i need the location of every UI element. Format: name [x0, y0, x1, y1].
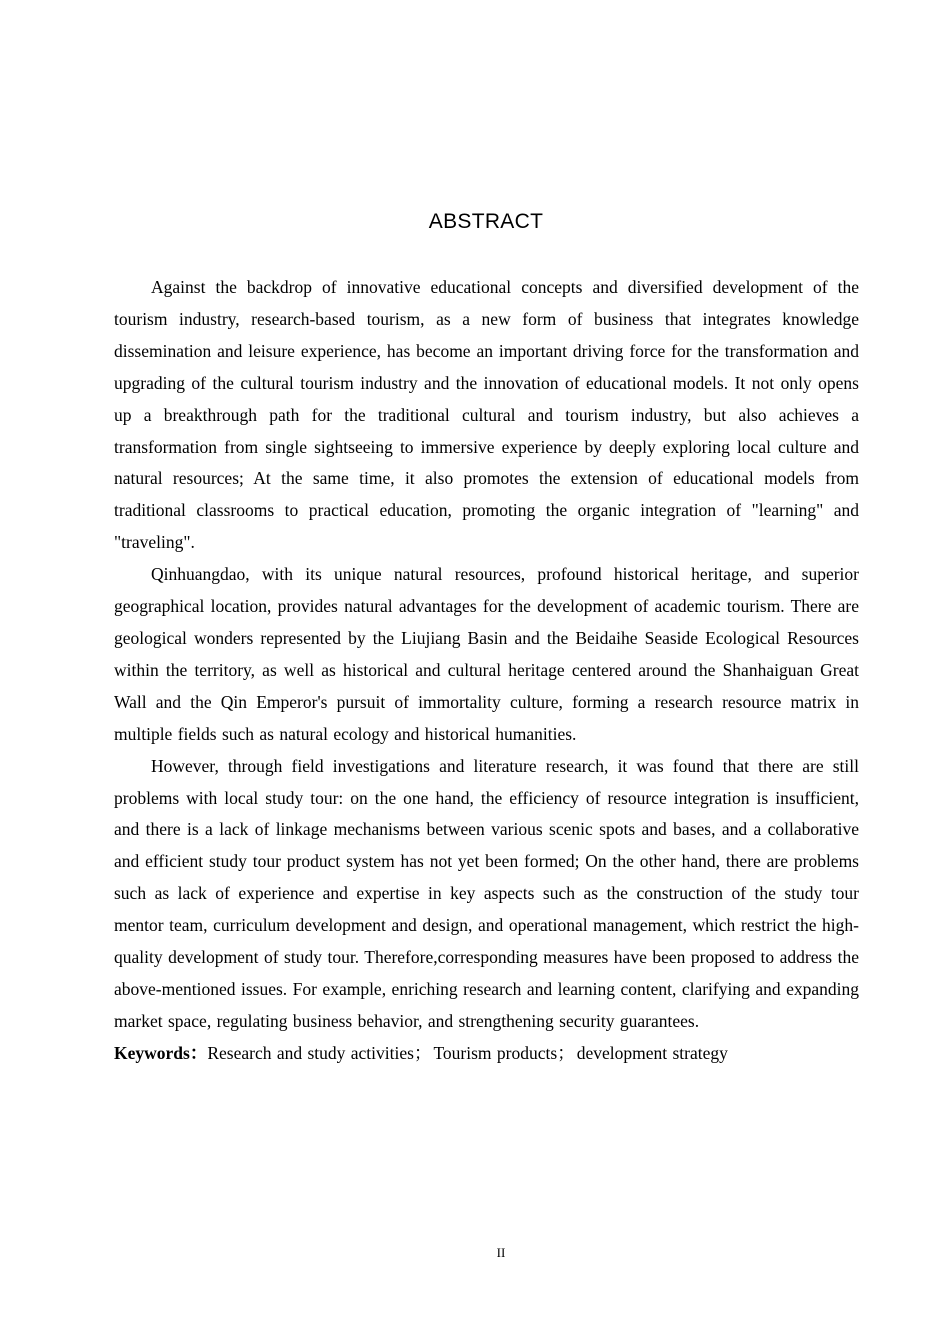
- keyword-item: Tourism products: [433, 1042, 558, 1063]
- keywords-label: Keywords：: [114, 1042, 208, 1063]
- abstract-paragraph-2: Qinhuangdao, with its unique natural resources, profound historical heritage, and superior geographical location, provides natural advantages for the development of academic tourism. There are geological wonders represented by the Liujiang Basin and the Beidaihe Seaside Ecological Resources within the territory, as well as historical and cultural heritage centered around the Shanhaiguan Great Wall and the Qin Emperor's pursuit of immortality culture, forming a research resource matrix in multiple fields such as natural ecology and historical humanities.: [114, 564, 859, 744]
- abstract-paragraph-3: However, through field investigations and literature research, it was found that there are still problems with local study tour: on the one hand, the efficiency of resource integration is insufficient, and there is a lack of linkage mechanisms between various scenic spots and bases, and a collaborative and efficient study tour product system has not yet been formed; On the other hand, there are problems such as lack of experience and expertise in key aspects such as the construction of the study tour mentor team, curriculum development and design, and operational management, which restrict the high-quality development of study tour. Therefore,corresponding measures have been proposed to address the above-mentioned issues. For example, enriching research and learning content, clarifying and expanding market space, regulating business behavior, and strengthening security guarantees.: [114, 755, 859, 1031]
- keyword-separator: ；: [557, 1042, 575, 1063]
- keyword-separator: ；: [413, 1042, 432, 1063]
- abstract-paragraph-1: Against the backdrop of innovative educational concepts and diversified development of the tourism industry, research-based tourism, as a new form of business that integrates knowledge dissemination and leisure experience, has become an important driving force for the transformation and upgrading of the cultural tourism industry and the innovation of educational models. It not only opens up a breakthrough path for the traditional cultural and tourism industry, but also achieves a transformation from single sightseeing to immersive experience by deeply exploring local culture and natural resources; At the same time, it also promotes the extension of educational models from traditional classrooms to practical education, promoting the organic integration of "learning" and "traveling".: [114, 277, 859, 553]
- abstract-body: [114, 272, 859, 1070]
- keyword-item: development strategy: [576, 1042, 728, 1063]
- page-number: II: [496, 1245, 506, 1260]
- keyword-item: Research and study activities: [207, 1042, 414, 1063]
- abstract-title: ABSTRACT: [428, 210, 544, 233]
- keywords-line: [114, 1038, 859, 1070]
